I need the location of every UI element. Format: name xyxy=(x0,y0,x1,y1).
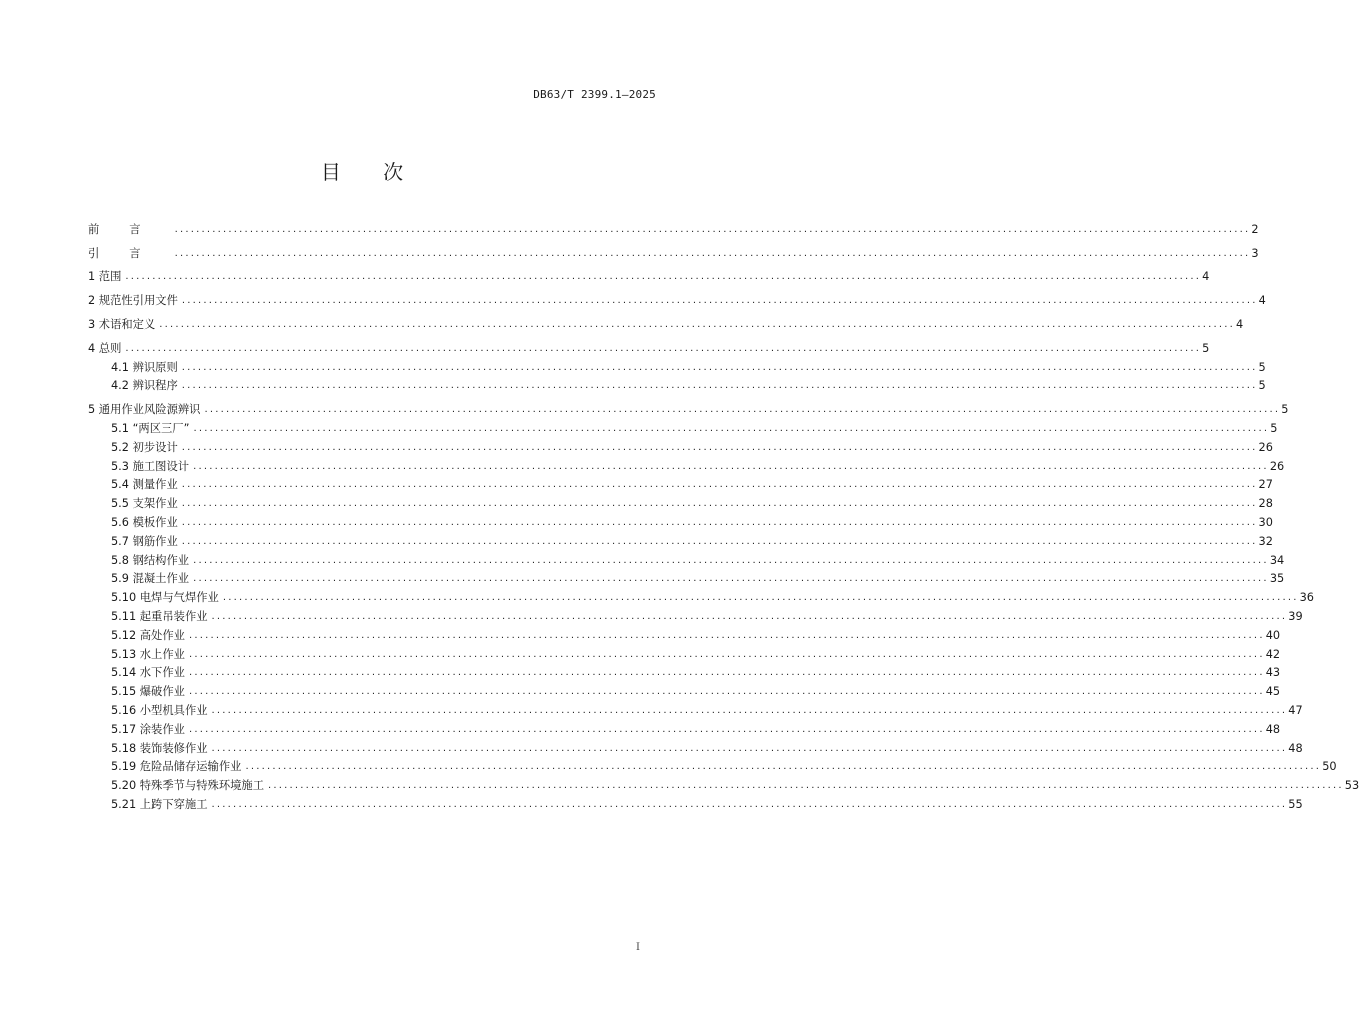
toc-entry-label: 水上作业 xyxy=(139,647,185,661)
toc-entry-page: 32 xyxy=(1258,534,1273,548)
toc-entry-page: 35 xyxy=(1269,572,1285,586)
leader-dots: ........................................................................................................................................................................................................ xyxy=(181,479,1258,491)
toc-entry-label: “两区三厂” xyxy=(132,421,190,435)
toc-entry-introduction[interactable] xyxy=(88,242,1259,261)
toc-entry-4-2[interactable] xyxy=(88,375,1266,394)
leader-dots: ........................................................................................................................................................................................................ xyxy=(181,380,1258,392)
toc-entry-5-1[interactable] xyxy=(88,417,1278,436)
toc-entry-label: 范围 xyxy=(98,270,122,284)
leader-dots: ........................................................................................................................................................................................................ xyxy=(181,361,1258,373)
toc-entry-number: 3 xyxy=(88,317,96,331)
toc-entry-foreword[interactable] xyxy=(88,218,1259,237)
toc-entry-page: 47 xyxy=(1288,703,1303,717)
toc-entry-label: 支架作业 xyxy=(132,497,178,511)
toc-entry-page: 4 xyxy=(1236,317,1244,331)
toc-entry-number: 5.11 xyxy=(111,609,137,623)
toc-entry-label: 特殊季节与特殊环境施工 xyxy=(139,779,265,793)
toc-entry-label: 装饰装修作业 xyxy=(139,741,208,755)
toc-entry-page: 34 xyxy=(1269,553,1285,567)
leader-dots: ........................................................................................................................................................................................................ xyxy=(174,223,1251,235)
leader-dots: ........................................................................................................................................................................................................ xyxy=(204,404,1281,416)
toc-entry-number: 5.1 xyxy=(111,421,129,435)
toc-entry-page: 3 xyxy=(1251,246,1259,260)
toc-entry-number: 5.21 xyxy=(111,797,137,811)
leader-dots: ........................................................................................................................................................................................................ xyxy=(211,610,1288,622)
toc-entry-number: 5.4 xyxy=(111,478,129,492)
toc-entry-2[interactable] xyxy=(88,289,1266,308)
toc-entry-page: 26 xyxy=(1258,440,1273,454)
leader-dots: ........................................................................................................................................................................................................ xyxy=(159,318,1236,330)
toc-entry-5-8[interactable] xyxy=(88,549,1285,568)
leader-dots: ........................................................................................................................................................................................................ xyxy=(211,742,1288,754)
toc-entry-5-3[interactable] xyxy=(88,455,1285,474)
toc-entry-number: 5.15 xyxy=(111,685,137,699)
toc-entry-label: 模板作业 xyxy=(132,515,178,529)
toc-entry-page: 30 xyxy=(1258,515,1273,529)
toc-entry-5-7[interactable] xyxy=(88,530,1273,549)
toc-entry-page: 2 xyxy=(1251,222,1259,236)
leader-dots: ........................................................................................................................................................................................................ xyxy=(245,761,1322,773)
toc-entry-number: 5.17 xyxy=(111,722,137,736)
toc-entry-page: 4 xyxy=(1202,270,1210,284)
toc-entry-page: 50 xyxy=(1322,760,1337,774)
toc-entry-label: 高处作业 xyxy=(139,628,185,642)
toc-entry-5[interactable] xyxy=(88,398,1289,417)
toc-entry-number: 4.2 xyxy=(111,379,129,393)
leader-dots: ........................................................................................................................................................................................................ xyxy=(188,723,1265,735)
leader-dots: ........................................................................................................................................................................................................ xyxy=(181,498,1258,510)
leader-dots: ........................................................................................................................................................................................................ xyxy=(188,686,1265,698)
leader-dots: ........................................................................................................................................................................................................ xyxy=(193,554,1269,566)
leader-dots: ........................................................................................................................................................................................................ xyxy=(193,422,1270,434)
toc-entry-number: 5.14 xyxy=(111,666,137,680)
toc-entry-number: 2 xyxy=(88,294,96,308)
toc-entry-number: 1 xyxy=(88,270,96,284)
toc-entry-number: 5.20 xyxy=(111,779,137,793)
toc-entry-number: 5.16 xyxy=(111,703,137,717)
toc-entry-label: 辨识程序 xyxy=(132,379,178,393)
toc-entry-number: 4.1 xyxy=(111,360,129,374)
toc-entry-number: 5.19 xyxy=(111,760,137,774)
leader-dots: ........................................................................................................................................................................................................ xyxy=(181,535,1258,547)
toc-entry-page: 53 xyxy=(1344,779,1359,793)
toc-entry-5-12[interactable] xyxy=(88,624,1281,643)
toc-entry-5-9[interactable] xyxy=(88,568,1285,587)
toc-entry-label: 水下作业 xyxy=(139,666,185,680)
leader-dots: ........................................................................................................................................................................................................ xyxy=(181,516,1258,528)
toc-entry-label: 术语和定义 xyxy=(98,317,156,331)
leader-dots: ........................................................................................................................................................................................................ xyxy=(211,798,1288,810)
toc-entry-number: 5.13 xyxy=(111,647,137,661)
toc-title-char-1: 目 xyxy=(320,160,341,184)
toc-entry-page: 5 xyxy=(1202,341,1210,355)
toc-entry-page: 40 xyxy=(1265,628,1281,642)
toc-entry-number: 5.8 xyxy=(111,553,129,567)
toc-entry-number: 5 xyxy=(88,403,96,417)
toc-entry-page: 36 xyxy=(1299,591,1314,605)
toc-entry-label: 危险品储存运输作业 xyxy=(139,760,242,774)
toc-entry-5-2[interactable] xyxy=(88,436,1273,455)
toc-entry-page: 48 xyxy=(1288,741,1303,755)
toc-entry-page: 39 xyxy=(1288,609,1303,623)
page-number: I xyxy=(636,942,640,953)
toc-entry-5-16[interactable] xyxy=(88,699,1303,718)
toc-entry-page: 27 xyxy=(1258,478,1273,492)
toc-entry-page: 5 xyxy=(1281,403,1289,417)
toc-entry-3[interactable] xyxy=(88,313,1244,332)
leader-dots: ........................................................................................................................................................................................................ xyxy=(181,295,1258,307)
toc-entry-label: 上跨下穿施工 xyxy=(139,797,208,811)
toc-entry-number: 5.5 xyxy=(111,497,129,511)
toc-entry-number: 4 xyxy=(88,341,96,355)
toc-entry-label: 总则 xyxy=(98,341,122,355)
toc-entry-label: 起重吊装作业 xyxy=(139,609,208,623)
toc-entry-number: 5.12 xyxy=(111,628,137,642)
leader-dots: ........................................................................................................................................................................................................ xyxy=(125,342,1202,354)
toc-entry-page: 26 xyxy=(1269,459,1285,473)
toc-entry-number: 5.7 xyxy=(111,534,129,548)
toc-entry-label: 钢筋作业 xyxy=(132,534,178,548)
toc-entry-label: 混凝土作业 xyxy=(132,572,190,586)
toc-entry-label: 电焊与气焊作业 xyxy=(139,591,219,605)
toc-entry-5-13[interactable] xyxy=(88,643,1281,662)
toc-entry-label: 施工图设计 xyxy=(132,459,190,473)
toc-entry-5-10[interactable] xyxy=(88,586,1314,605)
toc-entry-label: 小型机具作业 xyxy=(139,703,208,717)
toc-entry-label: 钢结构作业 xyxy=(132,553,190,567)
toc-entry-number: 5.3 xyxy=(111,459,129,473)
toc-entry-label: 爆破作业 xyxy=(139,685,185,699)
toc-entry-page: 5 xyxy=(1270,421,1278,435)
toc-entry-label: 初步设计 xyxy=(132,440,178,454)
toc-entry-5-6[interactable] xyxy=(88,511,1273,530)
toc-entry-number: 5.6 xyxy=(111,515,129,529)
toc-entry-5-18[interactable] xyxy=(88,737,1303,756)
toc-entry-label: 辨识原则 xyxy=(132,360,178,374)
toc-entry-4-1[interactable] xyxy=(88,356,1266,375)
toc-entry-5-4[interactable] xyxy=(88,474,1273,493)
leader-dots: ........................................................................................................................................................................................................ xyxy=(222,592,1299,604)
leader-dots: ........................................................................................................................................................................................................ xyxy=(193,573,1269,585)
leader-dots: ........................................................................................................................................................................................................ xyxy=(268,780,1344,792)
toc-entry-label: 测量作业 xyxy=(132,478,178,492)
toc-entry-page: 5 xyxy=(1258,360,1266,374)
toc-entry-page: 43 xyxy=(1265,666,1281,680)
leader-dots: ........................................................................................................................................................................................................ xyxy=(188,629,1265,641)
toc-entry-4[interactable] xyxy=(88,337,1210,356)
toc-entry-label: 规范性引用文件 xyxy=(98,294,178,308)
toc-entry-label: 前言 xyxy=(88,222,171,236)
toc-entry-page: 55 xyxy=(1288,797,1303,811)
toc-entry-label: 涂装作业 xyxy=(139,722,185,736)
toc-entry-5-17[interactable] xyxy=(88,718,1281,737)
leader-dots: ........................................................................................................................................................................................................ xyxy=(125,271,1202,283)
toc-title xyxy=(0,156,724,185)
toc-entry-label: 引言 xyxy=(88,246,171,260)
toc-entry-page: 28 xyxy=(1258,497,1273,511)
toc-list xyxy=(88,218,1359,812)
toc-entry-page: 5 xyxy=(1258,379,1266,393)
toc-entry-page: 48 xyxy=(1265,722,1281,736)
standard-code: DB63/T 2399.1—2025 xyxy=(533,88,656,101)
toc-entry-5-19[interactable] xyxy=(88,756,1337,775)
toc-entry-page: 42 xyxy=(1265,647,1281,661)
toc-entry-5-5[interactable] xyxy=(88,492,1273,511)
toc-entry-5-21[interactable] xyxy=(88,793,1303,812)
toc-entry-5-15[interactable] xyxy=(88,680,1281,699)
toc-entry-5-14[interactable] xyxy=(88,662,1281,681)
toc-entry-number: 5.9 xyxy=(111,572,129,586)
toc-entry-1[interactable] xyxy=(88,266,1210,285)
toc-title-char-2: 次 xyxy=(383,160,404,184)
toc-entry-number: 5.2 xyxy=(111,440,129,454)
toc-entry-page: 45 xyxy=(1265,685,1281,699)
leader-dots: ........................................................................................................................................................................................................ xyxy=(211,704,1288,716)
toc-entry-5-20[interactable] xyxy=(88,774,1359,793)
leader-dots: ........................................................................................................................................................................................................ xyxy=(193,460,1269,472)
leader-dots: ........................................................................................................................................................................................................ xyxy=(174,247,1251,259)
leader-dots: ........................................................................................................................................................................................................ xyxy=(188,648,1265,660)
toc-entry-page: 4 xyxy=(1258,294,1266,308)
leader-dots: ........................................................................................................................................................................................................ xyxy=(188,667,1265,679)
toc-entry-5-11[interactable] xyxy=(88,605,1303,624)
toc-entry-number: 5.18 xyxy=(111,741,137,755)
leader-dots: ........................................................................................................................................................................................................ xyxy=(181,441,1258,453)
toc-entry-label: 通用作业风险源辨识 xyxy=(98,403,201,417)
toc-entry-number: 5.10 xyxy=(111,591,137,605)
